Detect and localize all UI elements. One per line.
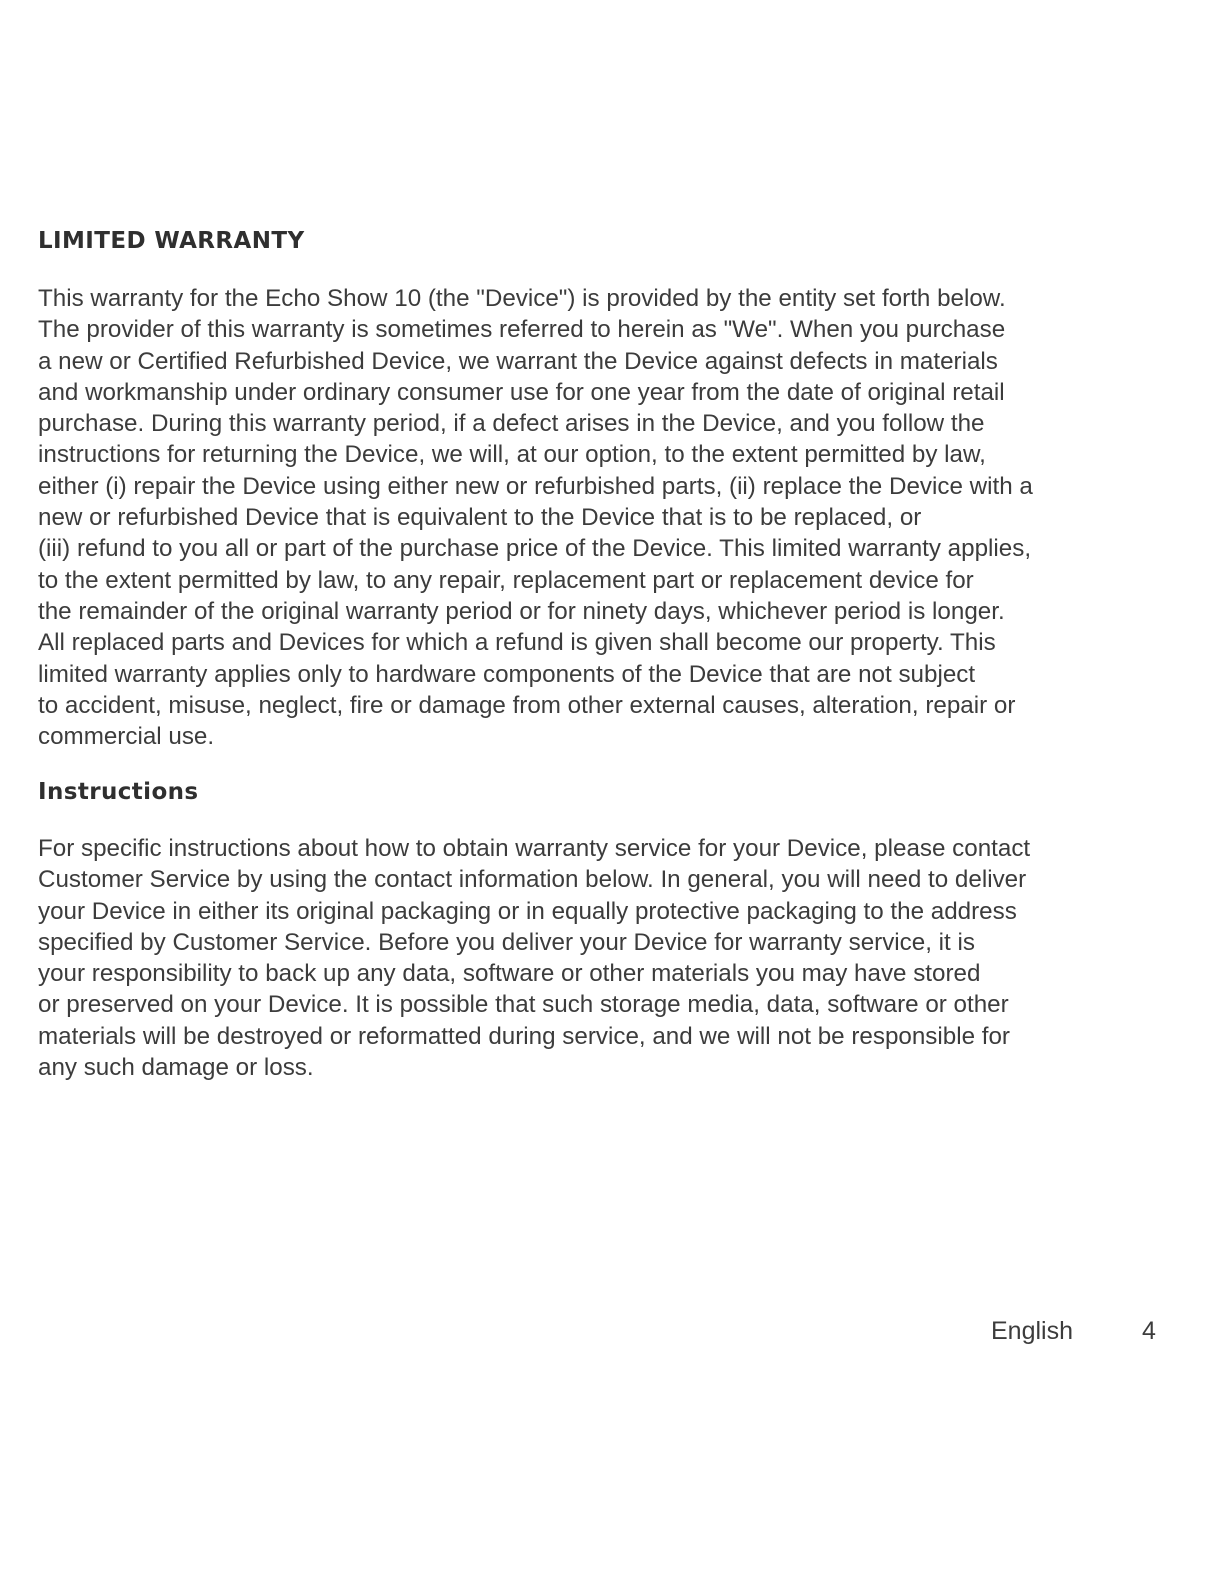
paragraph-line: (iii) refund to you all or part of the purchase price of the Device. This limited warranty applies, — [38, 535, 1032, 563]
paragraph-line: to accident, misuse, neglect, fire or damage from other external causes, alteration, repair or — [38, 691, 1016, 719]
paragraph-line: a new or Certified Refurbished Device, we warrant the Device against defects in materials — [38, 347, 998, 375]
paragraph-line: limited warranty applies only to hardware components of the Device that are not subject — [38, 660, 976, 688]
paragraph-line: specified by Customer Service. Before you deliver your Device for warranty service, it is — [38, 928, 975, 956]
warranty-paragraph — [38, 283, 1033, 752]
paragraph-line: For specific instructions about how to obtain warranty service for your Device, please contact — [38, 835, 1031, 862]
paragraph-line: materials will be destroyed or reformatted during service, and we will not be responsible for — [38, 1022, 1010, 1050]
paragraph-line: to the extent permitted by law, to any repair, replacement part or replacement device for — [38, 566, 974, 594]
paragraph-line: or preserved on your Device. It is possible that such storage media, data, software or other — [38, 991, 1009, 1019]
paragraph-line: All replaced parts and Devices for which a refund is given shall become our property. This — [38, 629, 996, 657]
paragraph-line: new or refurbished Device that is equivalent to the Device that is to be replaced, or — [38, 504, 922, 532]
footer-language: English — [991, 1317, 1073, 1345]
paragraph-line: your responsibility to back up any data, software or other materials you may have stored — [38, 960, 981, 988]
paragraph-line: commercial use. — [38, 723, 215, 751]
limited-warranty-heading: LIMITED WARRANTY — [38, 228, 305, 254]
paragraph-line: This warranty for the Echo Show 10 (the "Device") is provided by the entity set forth below. — [38, 285, 1006, 312]
paragraph-line: either (i) repair the Device using either new or refurbished parts, (ii) replace the Device with a — [38, 472, 1033, 500]
paragraph-line: any such damage or loss. — [38, 1054, 314, 1082]
paragraph-line: The provider of this warranty is sometimes referred to herein as "We". When you purchase — [38, 316, 1006, 344]
paragraph-line: the remainder of the original warranty period or for ninety days, whichever period is longer. — [38, 597, 1005, 625]
paragraph-line: Customer Service by using the contact information below. In general, you will need to deliver — [38, 866, 1027, 894]
instructions-paragraph — [38, 833, 1030, 1083]
paragraph-line: purchase. During this warranty period, if a defect arises in the Device, and you follow the — [38, 410, 985, 438]
paragraph-line: instructions for returning the Device, we will, at our option, to the extent permitted by law, — [38, 441, 986, 469]
page-number: 4 — [1142, 1317, 1156, 1345]
paragraph-line: and workmanship under ordinary consumer use for one year from the date of original retail — [38, 378, 1005, 406]
instructions-heading: Instructions — [38, 779, 199, 805]
paragraph-line: your Device in either its original packaging or in equally protective packaging to the address — [38, 897, 1017, 925]
